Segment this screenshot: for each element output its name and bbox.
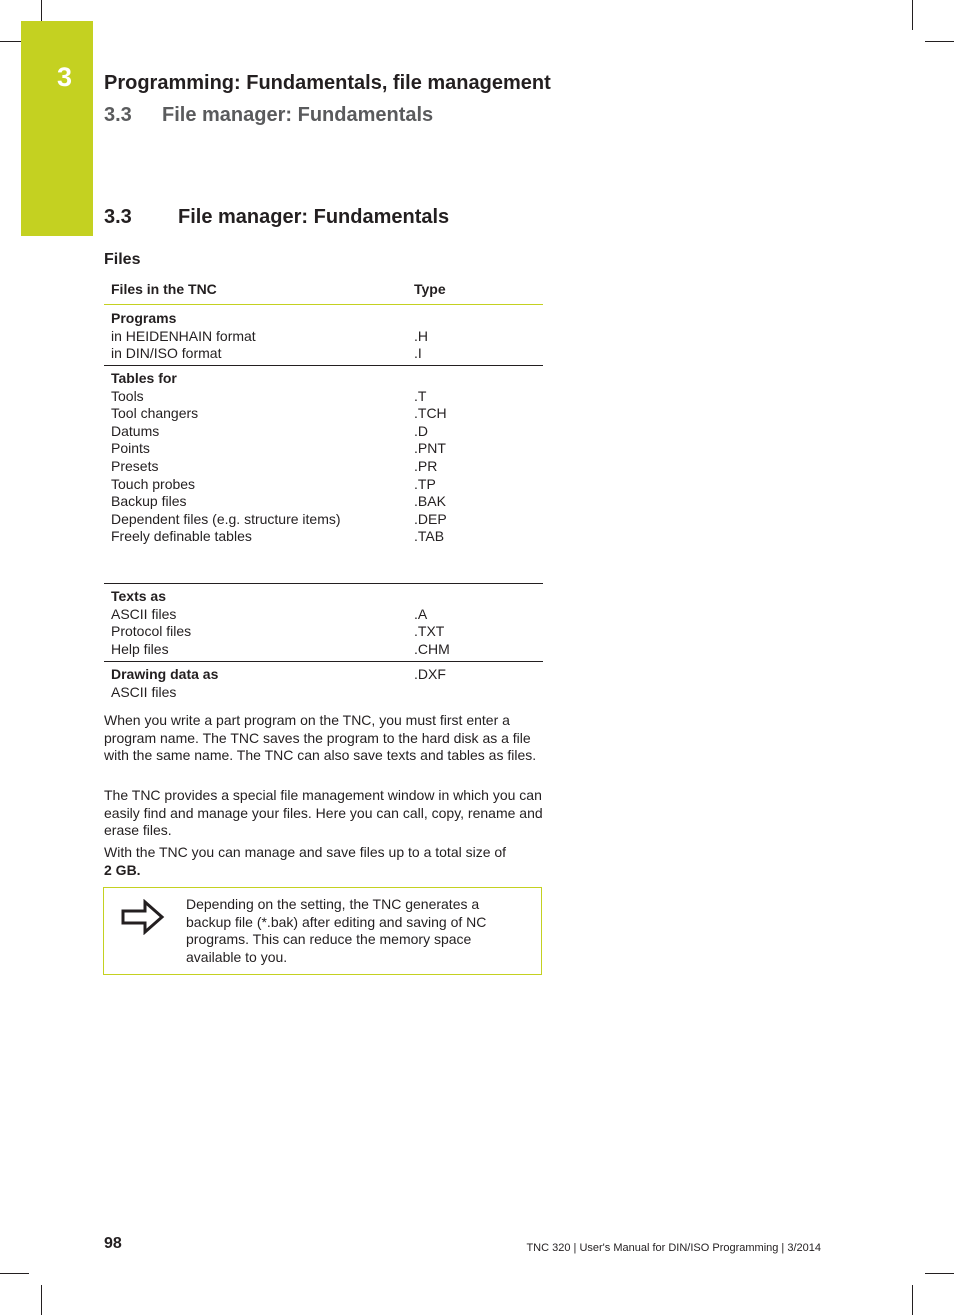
table-row: Points — [111, 440, 150, 457]
paragraph-size-text: With the TNC you can manage and save files up to a total size of — [104, 844, 507, 860]
paragraph-size — [104, 844, 544, 879]
header-type: Type — [414, 281, 446, 297]
running-header-title: Programming: Fundamentals, file management — [104, 72, 551, 94]
paragraph-file-management: The TNC provides a special file management window in which you can easily find and manage your files. Here you can call, copy, rename and erase files. — [104, 787, 543, 839]
table-group-programs — [104, 305, 543, 366]
table-row: Datums — [111, 422, 160, 439]
table-row: Presets — [111, 457, 159, 474]
table-row: Touch probes — [111, 475, 196, 492]
running-header-section — [104, 104, 433, 127]
running-header-section-title: File manager: Fundamentals — [162, 104, 434, 126]
paragraph-intro: When you write a part program on the TNC, you must first enter a program name. The TNC saves the program to the hard disk as a file with the same name. The TNC can also save texts and tables as files. — [104, 712, 537, 764]
group-title: Drawing data as — [111, 666, 219, 682]
table-row: Tool changers — [111, 405, 199, 422]
table-row: in DIN/ISO format — [111, 345, 222, 362]
type-cell: .PR — [414, 457, 438, 474]
crop-mark-bottom-left-v — [41, 1285, 42, 1315]
table-header — [104, 281, 543, 305]
crop-mark-top-left-v — [41, 0, 42, 21]
arrow-right-icon — [120, 899, 166, 935]
type-cell: .DEP — [414, 510, 447, 527]
table-row: Tools — [111, 387, 144, 404]
crop-mark-top-left-h — [0, 41, 21, 42]
chapter-tab — [21, 21, 93, 236]
crop-mark-top-right-v — [912, 0, 913, 30]
type-cell: .I — [414, 345, 422, 362]
type-cell: .H — [414, 327, 428, 344]
section-title: File manager: Fundamentals — [178, 206, 450, 228]
table-row: ASCII files — [111, 683, 177, 700]
table-row: Backup files — [111, 493, 187, 510]
footer-text: TNC 320 | User's Manual for DIN/ISO Programming | 3/2014 — [526, 1242, 821, 1254]
type-cell: .BAK — [414, 493, 446, 510]
note-box — [103, 887, 542, 975]
page-number: 98 — [104, 1235, 122, 1252]
section-number: 3.3 — [104, 206, 132, 228]
crop-mark-top-right-h — [925, 41, 954, 42]
table-row: in HEIDENHAIN format — [111, 327, 256, 344]
chapter-number: 3 — [57, 62, 73, 92]
table-group-tables — [104, 366, 543, 584]
table-row: Help files — [111, 640, 169, 657]
table-group-texts — [104, 584, 543, 662]
subheading-files: Files — [104, 251, 141, 268]
section-heading — [104, 206, 449, 229]
type-cell: .CHM — [414, 640, 450, 657]
paragraph-size-bold: 2 GB. — [104, 861, 141, 878]
group-title: Programs — [111, 310, 177, 326]
type-cell: .T — [414, 387, 427, 404]
type-cell: .TAB — [414, 528, 445, 545]
type-cell: .DXF — [414, 666, 446, 682]
group-title: Tables for — [111, 370, 177, 386]
table-row: Dependent files (e.g. structure items) — [111, 510, 341, 527]
type-cell: .TP — [414, 475, 436, 492]
table-group-drawing — [104, 662, 543, 701]
note-text: Depending on the setting, the TNC generates a backup file (*.bak) after editing and saving of NC programs. This can reduce the memory space available to you. — [186, 896, 487, 965]
type-cell: .TXT — [414, 623, 445, 640]
file-types-table — [104, 281, 543, 701]
table-row: Protocol files — [111, 623, 192, 640]
running-header-section-number: 3.3 — [104, 104, 132, 126]
type-cell: .PNT — [414, 440, 446, 457]
header-files: Files in the TNC — [111, 281, 217, 297]
group-title: Texts as — [111, 588, 166, 604]
crop-mark-bottom-right-v — [912, 1285, 913, 1315]
crop-mark-bottom-right-h — [925, 1273, 954, 1274]
crop-mark-bottom-left-h — [0, 1273, 29, 1274]
type-cell: .TCH — [414, 405, 447, 422]
type-cell: .A — [414, 605, 428, 622]
table-row: Freely definable tables — [111, 528, 252, 545]
type-cell: .D — [414, 422, 428, 439]
table-row: ASCII files — [111, 605, 177, 622]
